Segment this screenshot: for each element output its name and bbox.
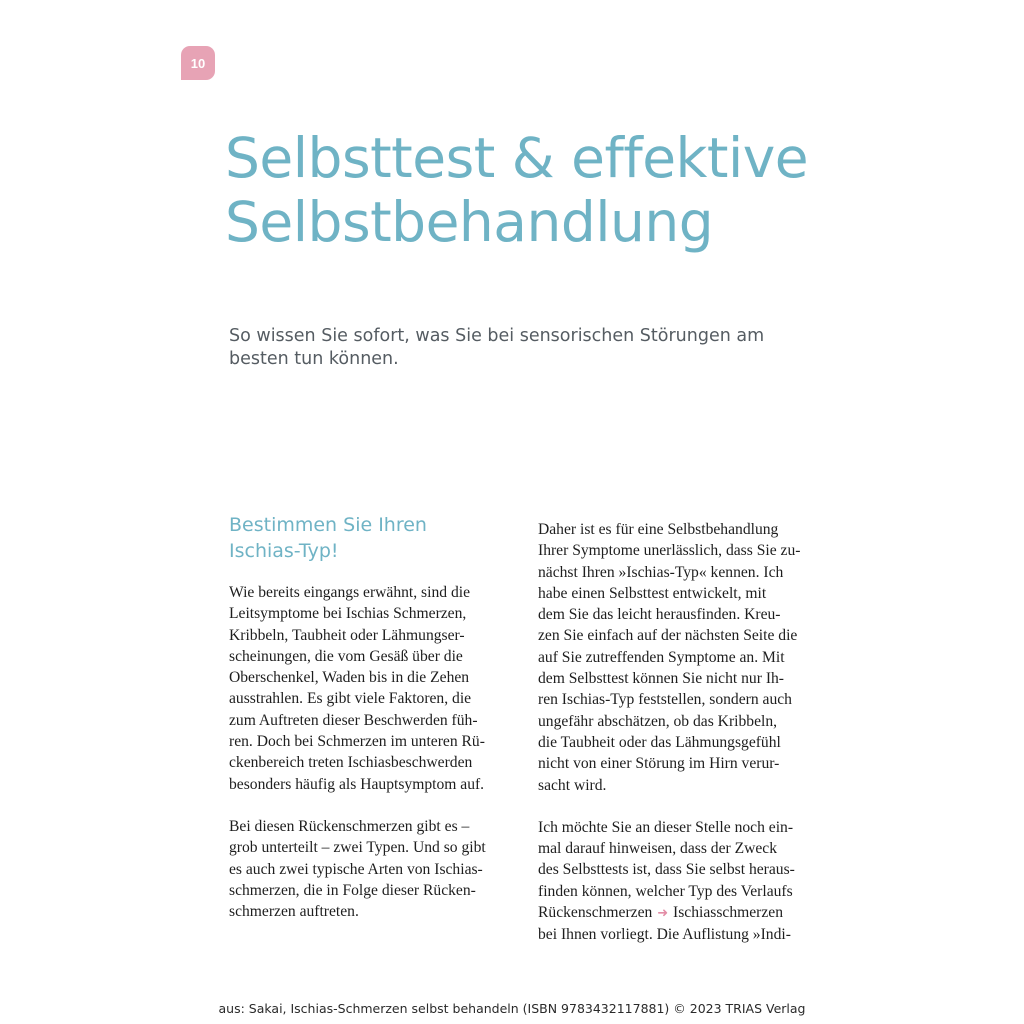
text-line: besonders häufig als Hauptsymptom auf. [229, 775, 485, 793]
text-line: schmerzen auftreten. [229, 903, 359, 921]
right-column [538, 519, 828, 967]
source-footer [0, 1001, 1024, 1016]
text-line: bei Ihnen vorliegt. Die Auflistung »Indi- [538, 926, 791, 944]
arrow-line-before: Rückenschmerzen [538, 904, 653, 922]
text-line: ausstrahlen. Es gibt viele Faktoren, die [229, 690, 472, 708]
text-line: Kribbeln, Taubheit oder Lähmungser- [229, 626, 465, 644]
page-number: 10 [190, 55, 206, 71]
left-paragraph-1 [229, 582, 519, 795]
chapter-subtitle-line-2: besten tun können. [229, 349, 399, 369]
right-paragraph-1 [538, 519, 828, 796]
arrow-line [538, 902, 828, 924]
text-line: scheinungen, die vom Gesäß über die [229, 647, 463, 665]
text-line: zum Auftreten dieser Beschwerden füh- [229, 711, 478, 729]
arrow-right-icon: ➜ [657, 906, 669, 922]
text-line: Ihrer Symptome unerlässlich, dass Sie zu- [538, 542, 801, 560]
text-line: dem Sie das leicht herausfinden. Kreu- [538, 606, 781, 624]
chapter-subtitle [229, 325, 789, 371]
text-line: die Taubheit oder das Lähmungsgefühl [538, 733, 781, 751]
right-paragraph-2 [538, 817, 828, 946]
arrow-line-after: Ischiasschmerzen [673, 904, 784, 922]
page-number-badge [181, 46, 215, 80]
text-line: dem Selbsttest können Sie nicht nur Ih- [538, 670, 784, 688]
chapter-title-line-1: Selbsttest & effektive [225, 126, 809, 190]
text-line: des Selbsttests ist, dass Sie selbst heraus- [538, 861, 795, 879]
chapter-subtitle-line-1: So wissen Sie sofort, was Sie bei sensorischen Störungen am [229, 326, 765, 346]
text-line: Daher ist es für eine Selbstbehandlung [538, 521, 779, 538]
section-heading-line-1: Bestimmen Sie Ihren [229, 514, 427, 536]
section-heading-line-2: Ischias-Typ! [229, 540, 339, 562]
left-paragraph-2 [229, 816, 519, 922]
text-line: ungefähr abschätzen, ob das Kribbeln, [538, 712, 778, 730]
text-line: Bei diesen Rückenschmerzen gibt es – [229, 817, 470, 835]
text-line: Oberschenkel, Waden bis in die Zehen [229, 669, 470, 687]
text-line: auf Sie zutreffenden Symptome an. Mit [538, 648, 785, 666]
left-column [229, 512, 519, 943]
text-line: Leitsymptome bei Ischias Schmerzen, [229, 605, 467, 623]
text-line: grob unterteilt – zwei Typen. Und so gibt [229, 839, 486, 857]
chapter-title-line-2: Selbstbehandlung [225, 190, 714, 254]
text-line: ckenbereich treten Ischiasbeschwerden [229, 754, 473, 772]
text-line: sacht wird. [538, 776, 607, 794]
text-line: mal darauf hinweisen, dass der Zweck [538, 840, 778, 858]
text-line: schmerzen, die in Folge dieser Rücken- [229, 881, 476, 899]
text-line: nicht von einer Störung im Hirn verur- [538, 755, 780, 773]
text-line: finden können, welcher Typ des Verlaufs [538, 882, 793, 900]
text-line: habe einen Selbsttest entwickelt, mit [538, 584, 767, 602]
text-line: Wie bereits eingangs erwähnt, sind die [229, 584, 471, 601]
text-line: ren Ischias-Typ feststellen, sondern auch [538, 691, 792, 709]
source-citation: aus: Sakai, Ischias-Schmerzen selbst behandeln (ISBN 9783432117881) © 2023 TRIAS Verlag [218, 1001, 806, 1016]
text-line: es auch zwei typische Arten von Ischias- [229, 860, 483, 878]
text-line: Ich möchte Sie an dieser Stelle noch ein- [538, 818, 794, 836]
text-line: zen Sie einfach auf der nächsten Seite die [538, 627, 798, 645]
chapter-title [225, 126, 808, 254]
section-heading [229, 512, 519, 564]
text-line: ren. Doch bei Schmerzen im unteren Rü- [229, 733, 485, 751]
text-line: nächst Ihren »Ischias-Typ« kennen. Ich [538, 563, 784, 581]
